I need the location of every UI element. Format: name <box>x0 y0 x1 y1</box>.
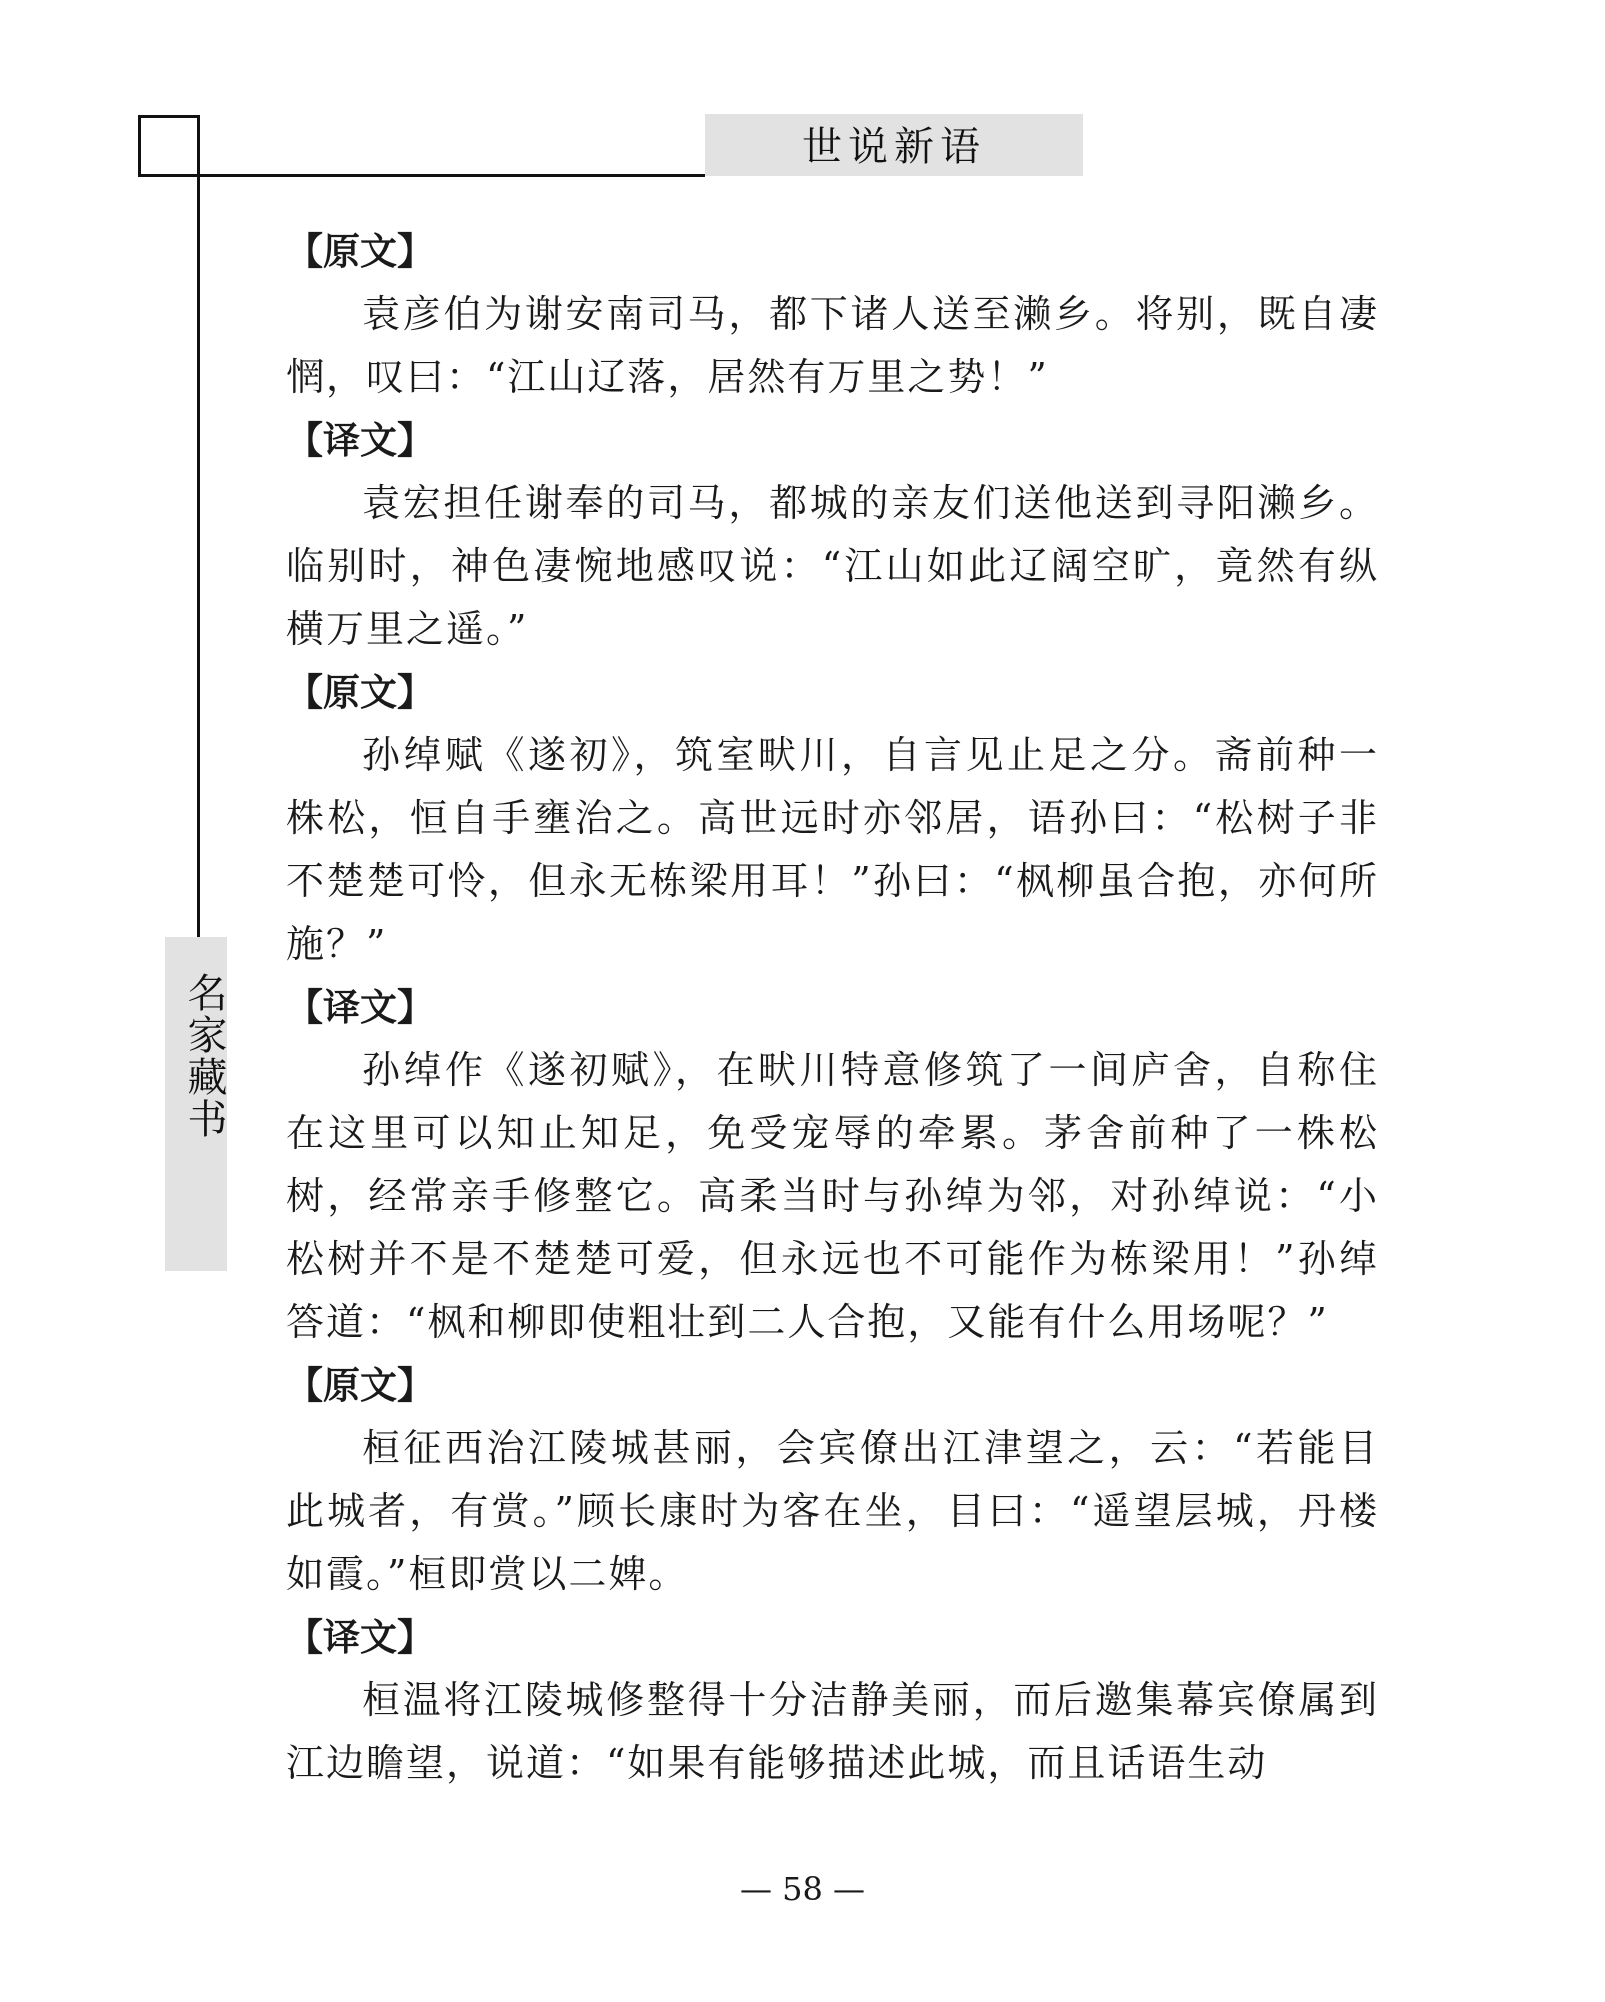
section-text: 孙绰赋《遂初》，筑室畎川，自言见止足之分。斋前种一株松，恒自手壅治之。高世远时亦邻居，语孙曰：“松树子非不楚楚可怜，但永无栋梁用耳！”孙曰：“枫柳虽合抱，亦何所施？” <box>286 733 1379 966</box>
section-text: 桓征西治江陵城甚丽，会宾僚出江津望之，云：“若能目此城者，有赏。”顾长康时为客在坐，目曰：“遥望层城，丹楼如霞。”桓即赏以二婢。 <box>286 1426 1379 1596</box>
section-label: 【译文】 <box>286 986 434 1029</box>
corner-frame <box>138 115 200 177</box>
section-label: 【原文】 <box>286 671 434 714</box>
section-label: 【原文】 <box>286 230 434 273</box>
page-number: — 58 — <box>739 1870 866 1908</box>
margin-rule <box>197 115 200 937</box>
section-label: 【译文】 <box>286 419 434 462</box>
book-title: 世说新语 <box>802 124 986 170</box>
section-label: 【译文】 <box>286 1616 434 1659</box>
header-rule <box>138 174 705 177</box>
section-translation <box>286 1606 1379 1795</box>
side-tab-label: 名家藏书 <box>181 972 227 1140</box>
section-text: 桓温将江陵城修整得十分洁静美丽，而后邀集幕宾僚属到江边瞻望，说道：“如果有能够描述此城，而且话语生动 <box>286 1678 1379 1785</box>
page-content <box>286 220 1379 1795</box>
section-text: 袁宏担任谢奉的司马，都城的亲友们送他送到寻阳濑乡。临别时，神色凄惋地感叹说：“江山如此辽阔空旷，竟然有纵横万里之遥。” <box>286 481 1379 651</box>
section-original <box>286 661 1379 976</box>
section-original <box>286 1354 1379 1606</box>
section-text: 孙绰作《遂初赋》，在畎川特意修筑了一间庐舍，自称住在这里可以知止知足，免受宠辱的牵累。茅舍前种了一株松树，经常亲手修整它。高柔当时与孙绰为邻，对孙绰说：“小松树并不是不楚楚可爱，但永远也不可能作为栋梁用！”孙绰答道：“枫和柳即使粗壮到二人合抱，又能有什么用场呢？” <box>286 1048 1379 1344</box>
section-translation <box>286 976 1379 1354</box>
section-label: 【原文】 <box>286 1364 434 1407</box>
section-text: 袁彦伯为谢安南司马，都下诸人送至濑乡。将别，既自凄惘，叹曰：“江山辽落，居然有万里之势！” <box>286 292 1379 399</box>
section-original <box>286 220 1379 409</box>
section-translation <box>286 409 1379 661</box>
